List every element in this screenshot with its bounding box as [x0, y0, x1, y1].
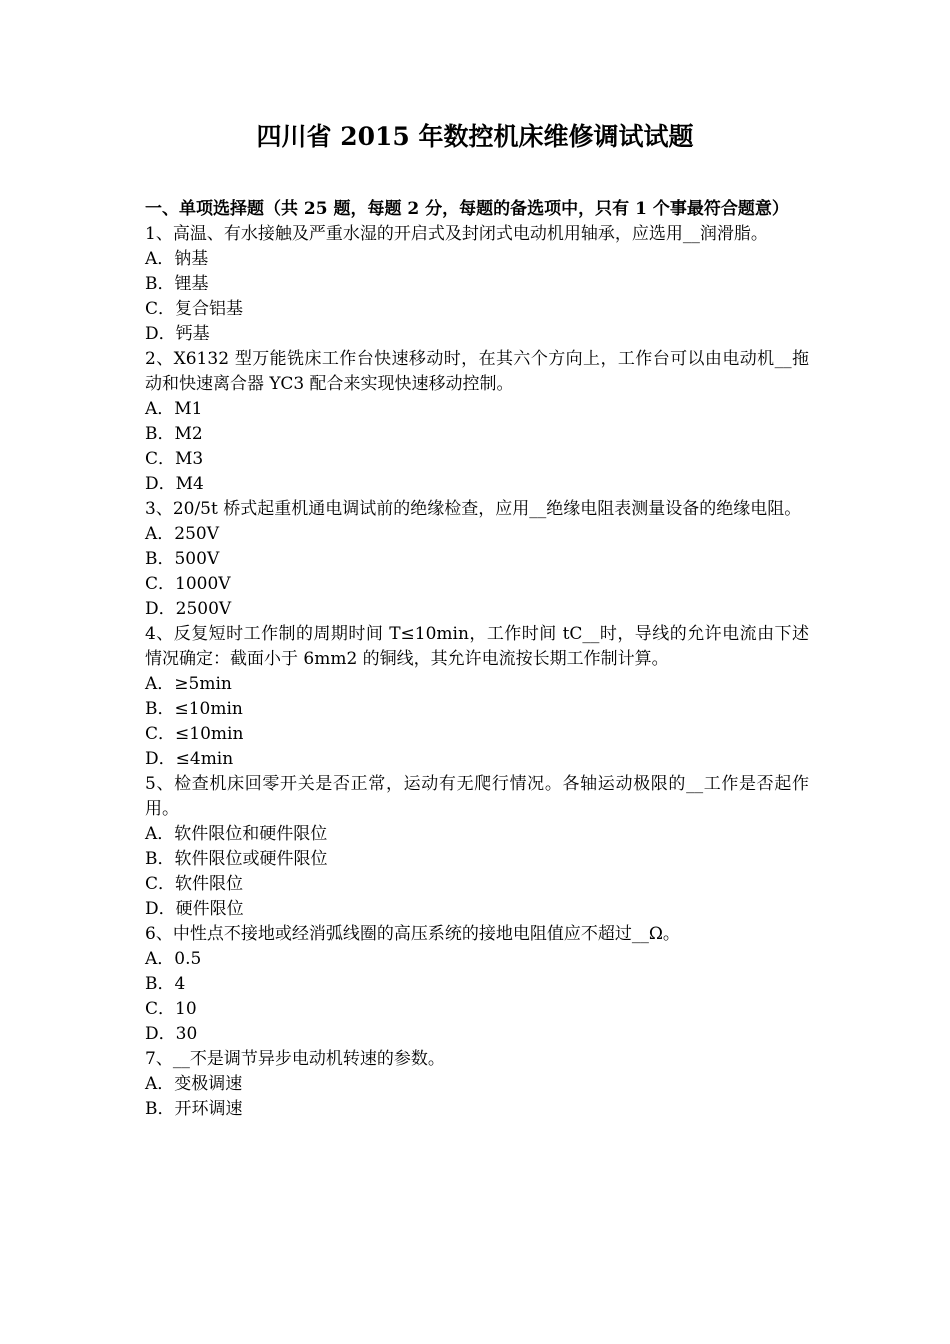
question-stem: 2、X6132 型万能铣床工作台快速移动时，在其六个方向上，工作台可以由电动机__拖动和快速离合器 YC3 配合来实现快速移动控制。 — [145, 349, 809, 394]
option-d: D．30 — [145, 1024, 198, 1044]
option-a: A．变极调速 — [145, 1074, 243, 1094]
question-7 — [145, 1047, 809, 1122]
question-3 — [145, 497, 809, 622]
option-b: B．4 — [145, 974, 186, 994]
question-stem: 3、20/5t 桥式起重机通电调试前的绝缘检查，应用__绝缘电阻表测量设备的绝缘电阻。 — [145, 499, 802, 519]
question-6 — [145, 922, 809, 1047]
option-b: B．M2 — [145, 424, 203, 444]
exam-content — [145, 197, 809, 1122]
option-d: D．硬件限位 — [145, 899, 244, 919]
option-b: B．≤10min — [145, 699, 243, 719]
option-a: A．软件限位和硬件限位 — [145, 824, 328, 844]
question-1 — [145, 222, 809, 347]
question-stem: 6、中性点不接地或经消弧线圈的高压系统的接地电阻值应不超过__Ω。 — [145, 924, 680, 944]
option-c: C．1000V — [145, 574, 231, 594]
question-stem: 5、检查机床回零开关是否正常，运动有无爬行情况。各轴运动极限的__工作是否起作用。 — [145, 774, 809, 819]
question-stem: 7、__不是调节异步电动机转速的参数。 — [145, 1049, 445, 1069]
option-a: A．0.5 — [145, 949, 202, 969]
option-c: C．M3 — [145, 449, 204, 469]
question-4 — [145, 622, 809, 772]
option-b: B．软件限位或硬件限位 — [145, 849, 328, 869]
option-b: B．锂基 — [145, 274, 209, 294]
option-c: C．≤10min — [145, 724, 244, 744]
question-stem: 1、高温、有水接触及严重水湿的开启式及封闭式电动机用轴承，应选用__润滑脂。 — [145, 224, 768, 244]
option-d: D．≤4min — [145, 749, 234, 769]
option-b: B．500V — [145, 549, 220, 569]
section-heading: 一、单项选择题（共 25 题，每题 2 分，每题的备选项中，只有 1 个事最符合题意） — [145, 199, 789, 219]
question-stem: 4、反复短时工作制的周期时间 T≤10min，工作时间 tC__时，导线的允许电流由下述情况确定：截面小于 6mm2 的铜线，其允许电流按长期工作制计算。 — [145, 624, 809, 669]
option-b: B．开环调速 — [145, 1099, 243, 1119]
option-d: D．2500V — [145, 599, 232, 619]
question-2 — [145, 347, 809, 497]
option-d: D．钙基 — [145, 324, 210, 344]
page-title: 四川省 2015 年数控机床维修调试试题 — [256, 122, 694, 151]
option-d: D．M4 — [145, 474, 204, 494]
option-a: A．钠基 — [145, 249, 209, 269]
question-5 — [145, 772, 809, 922]
option-a: A．250V — [145, 524, 220, 544]
option-c: C．软件限位 — [145, 874, 244, 894]
option-a: A．≥5min — [145, 674, 232, 694]
option-c: C．复合铝基 — [145, 299, 244, 319]
option-a: A．M1 — [145, 399, 203, 419]
option-c: C．10 — [145, 999, 197, 1019]
